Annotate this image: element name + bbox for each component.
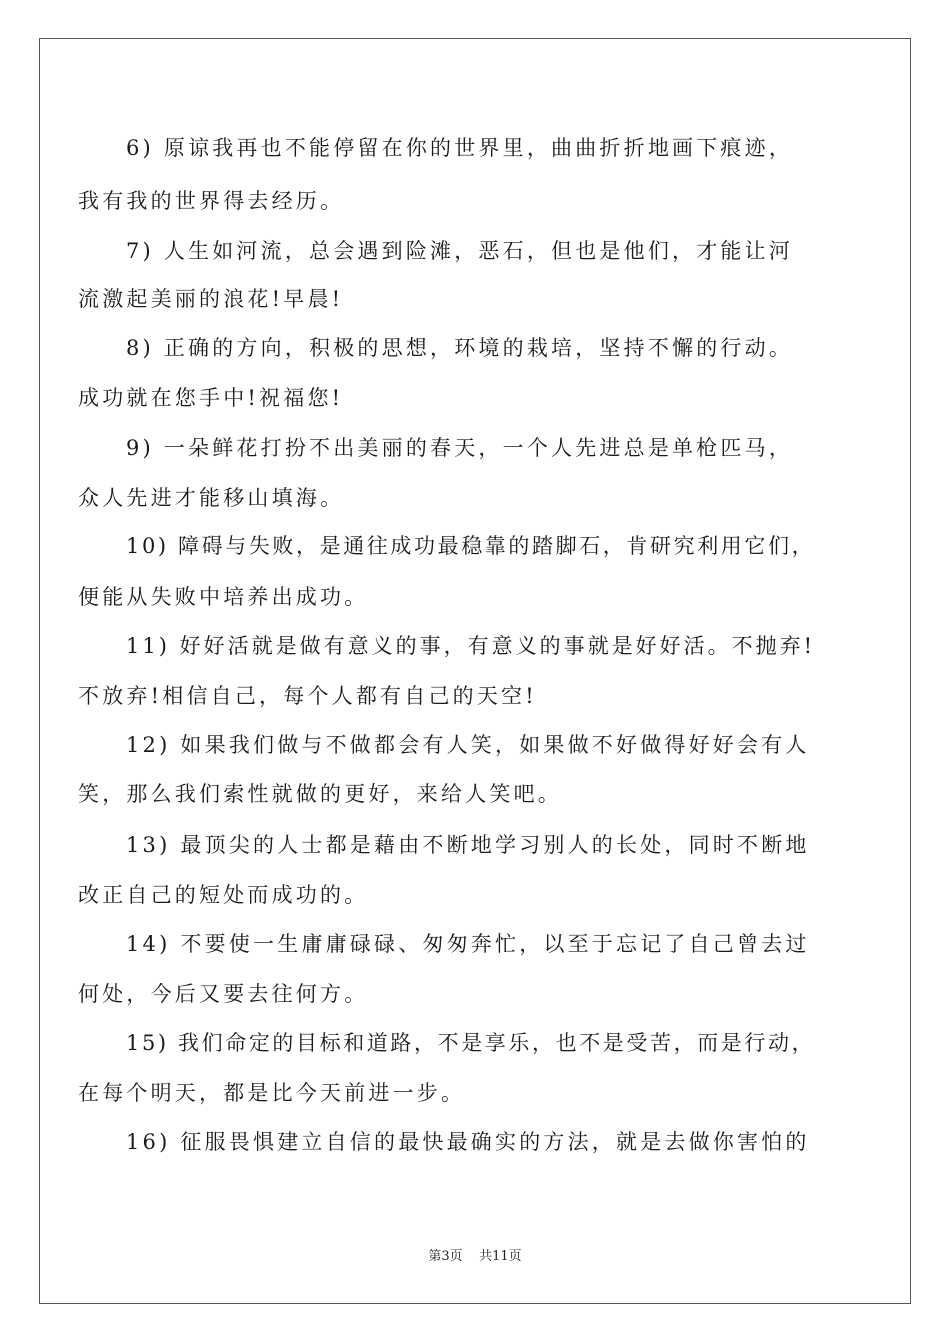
paragraph-first-line: 13) 最顶尖的人士都是藉由不断地学习别人的长处，同时不断地 — [126, 833, 810, 857]
paragraph-continuation-line: 成功就在您手中!祝福您! — [78, 386, 344, 410]
total-pages: 共11页 — [479, 1249, 522, 1264]
paragraph-continuation-line: 我有我的世界得去经历。 — [78, 189, 345, 213]
paragraph-first-line: 15) 我们命定的目标和道路，不是享乐，也不是受苦，而是行动， — [126, 1031, 816, 1055]
paragraph-first-line: 10) 障碍与失败，是通往成功最稳靠的踏脚石，肯研究利用它们， — [126, 534, 816, 558]
paragraph-continuation-line: 何处，今后又要去往何方。 — [78, 982, 369, 1006]
paragraph-first-line: 7) 人生如河流，总会遇到险滩，恶石，但也是他们，才能让河 — [126, 239, 794, 263]
paragraph-first-line: 16) 征服畏惧建立自信的最快最确实的方法，就是去做你害怕的 — [126, 1130, 810, 1154]
paragraph-continuation-line: 众人先进才能移山填海。 — [78, 486, 345, 510]
paragraph-continuation-line: 改正自己的短处而成功的。 — [78, 883, 369, 907]
paragraph-continuation-line: 便能从失败中培养出成功。 — [78, 585, 369, 609]
paragraph-continuation-line: 笑，那么我们索性就做的更好，来给人笑吧。 — [78, 782, 562, 806]
paragraph-continuation-line: 流激起美丽的浪花!早晨! — [78, 287, 344, 311]
paragraph-first-line: 11) 好好活就是做有意义的事，有意义的事就是好好活。不抛弃! — [126, 634, 816, 658]
page-border — [39, 38, 911, 1304]
paragraph-first-line: 6) 原谅我再也不能停留在你的世界里，曲曲折折地画下痕迹， — [126, 136, 794, 160]
page-number: 第3页 — [428, 1249, 463, 1264]
paragraph-continuation-line: 不放弃!相信自己，每个人都有自己的天空! — [78, 684, 537, 708]
paragraph-first-line: 12) 如果我们做与不做都会有人笑，如果做不好做得好好会有人 — [126, 733, 810, 757]
paragraph-continuation-line: 在每个明天，都是比今天前进一步。 — [78, 1081, 466, 1105]
paragraph-first-line: 9) 一朵鲜花打扮不出美丽的春天，一个人先进总是单枪匹马， — [126, 436, 794, 460]
paragraph-first-line: 8) 正确的方向，积极的思想，环境的栽培，坚持不懈的行动。 — [126, 336, 794, 360]
page-footer — [0, 1248, 950, 1266]
paragraph-first-line: 14) 不要使一生庸庸碌碌、匆匆奔忙，以至于忘记了自己曾去过 — [126, 932, 810, 956]
